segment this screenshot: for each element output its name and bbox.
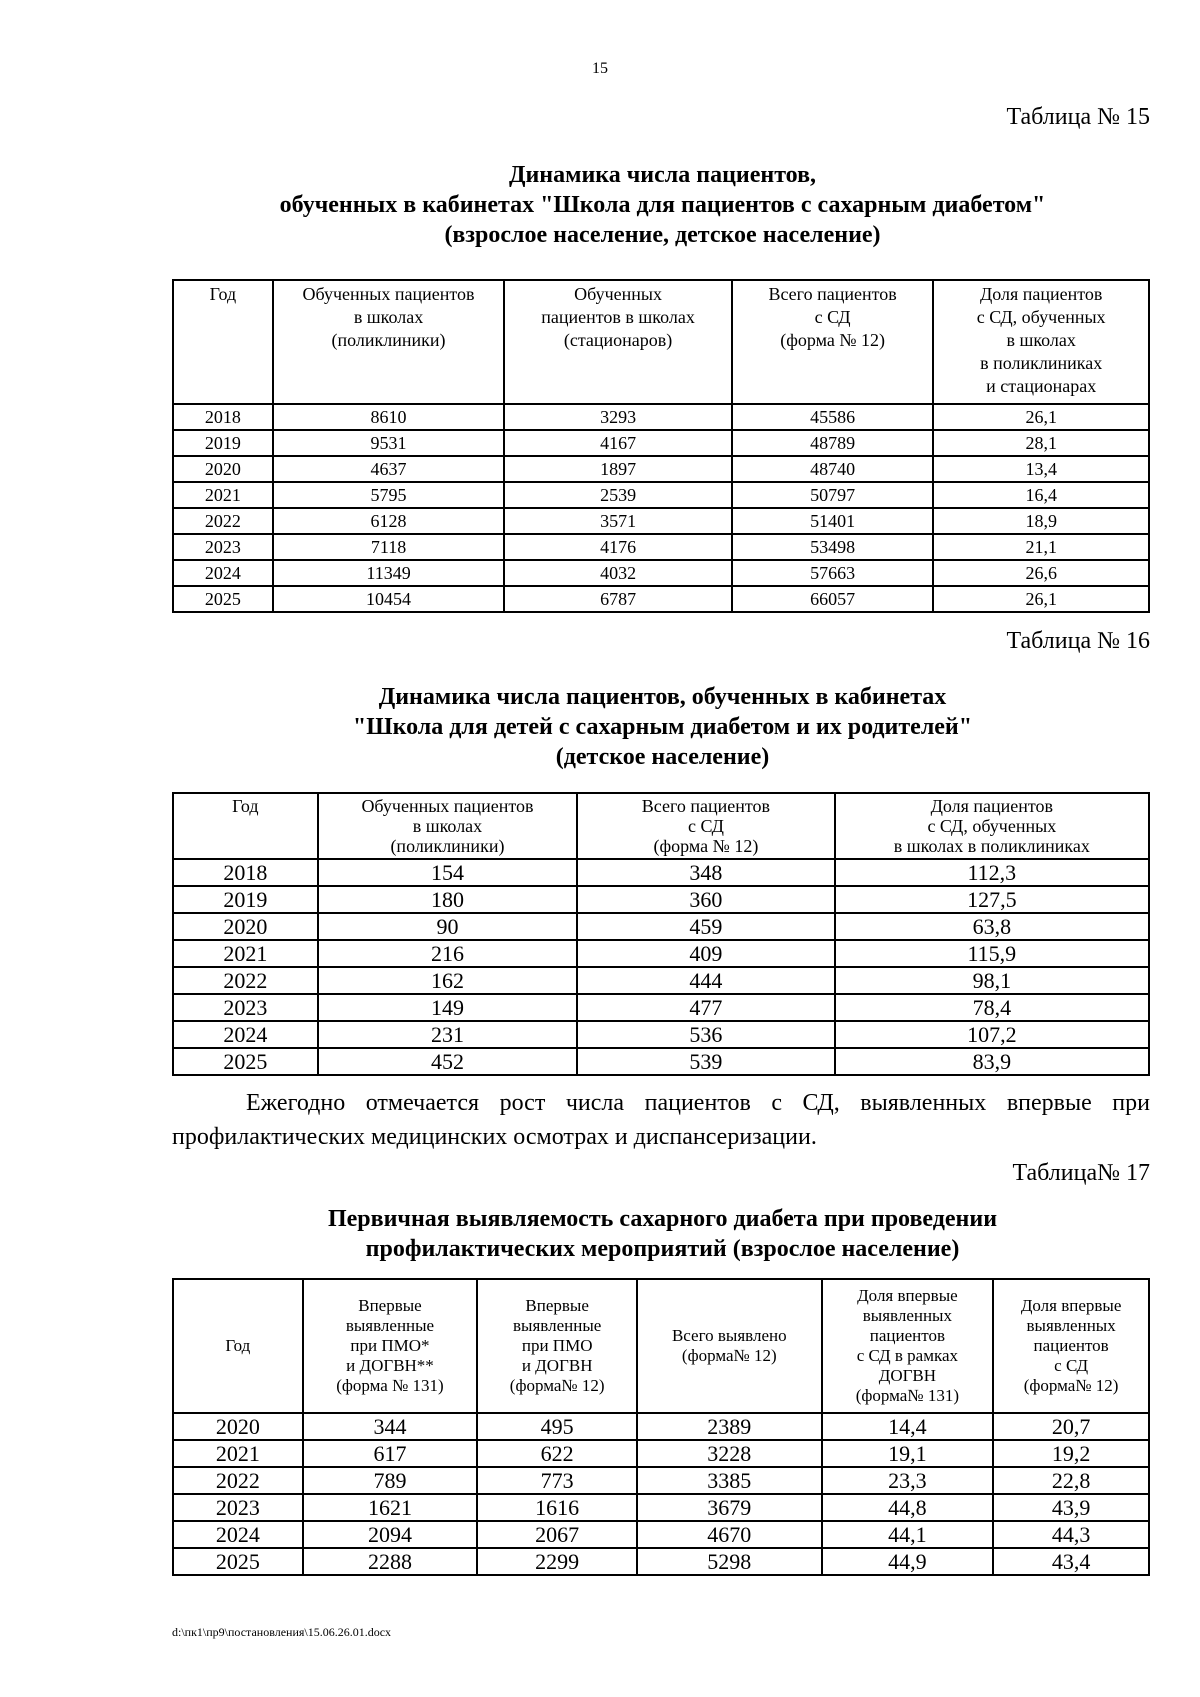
value-cell: 773 [477, 1467, 637, 1494]
year-cell: 2021 [173, 482, 273, 508]
value-cell: 51401 [732, 508, 934, 534]
value-cell: 3385 [637, 1467, 822, 1494]
column-header-line: при ПМО* [350, 1336, 430, 1355]
year-cell: 2019 [173, 430, 273, 456]
value-cell: 495 [477, 1413, 637, 1440]
value-cell: 18,9 [933, 508, 1149, 534]
year-cell: 2023 [173, 1494, 303, 1521]
value-cell: 3679 [637, 1494, 822, 1521]
table-16-label: Таблица № 16 [1006, 628, 1150, 654]
value-cell: 5298 [637, 1548, 822, 1575]
column-header-line: Год [225, 1336, 251, 1355]
value-cell: 2067 [477, 1521, 637, 1548]
value-cell: 409 [577, 940, 834, 967]
body-paragraph [172, 1086, 1150, 1154]
table-15-title-line: (взрослое население, детское население) [444, 222, 881, 248]
value-cell: 789 [303, 1467, 478, 1494]
value-cell: 1616 [477, 1494, 637, 1521]
table-17-title-line: Первичная выявляемость сахарного диабета при проведении [327, 1206, 998, 1232]
column-header-line: (форма№ 12) [509, 1376, 605, 1395]
value-cell: 50797 [732, 482, 934, 508]
column-header [477, 1279, 637, 1413]
column-header-line: Доля впервые [1020, 1296, 1122, 1315]
value-cell: 444 [577, 967, 834, 994]
table-row [173, 1467, 1149, 1494]
value-cell: 459 [577, 913, 834, 940]
table-17-header-row [173, 1279, 1149, 1413]
table-row [173, 967, 1149, 994]
table-16-title-line: Динамика числа пациентов, обученных в кабинетах [378, 684, 947, 710]
table-17-body [173, 1413, 1149, 1575]
value-cell: 149 [318, 994, 578, 1021]
table-row [173, 886, 1149, 913]
column-header-line: Впервые [525, 1296, 589, 1315]
value-cell: 44,3 [993, 1521, 1149, 1548]
table-15-title [170, 160, 1155, 250]
value-cell: 477 [577, 994, 834, 1021]
value-cell: 63,8 [835, 913, 1149, 940]
column-header-line: в школах в поликлиниках [893, 836, 1090, 856]
column-header-line: (поликлиники) [331, 330, 446, 350]
year-cell: 2022 [173, 508, 273, 534]
year-cell: 2022 [173, 1467, 303, 1494]
column-header-line: выявленных [1026, 1316, 1116, 1335]
column-header-line: Обученных [574, 284, 663, 304]
year-cell: 2023 [173, 994, 318, 1021]
value-cell: 622 [477, 1440, 637, 1467]
value-cell: 19,1 [822, 1440, 994, 1467]
table-15 [172, 279, 1150, 613]
column-header-line: выявленные [513, 1316, 602, 1335]
column-header [173, 1279, 303, 1413]
value-cell: 78,4 [835, 994, 1149, 1021]
table-row [173, 404, 1149, 430]
table-row [173, 859, 1149, 886]
year-cell: 2018 [173, 859, 318, 886]
table-15-title-line: Динамика числа пациентов, [508, 162, 817, 188]
table-row [173, 1413, 1149, 1440]
value-cell: 6128 [273, 508, 505, 534]
column-header [822, 1279, 994, 1413]
table-16 [172, 792, 1150, 1076]
table-row [173, 456, 1149, 482]
column-header [318, 793, 578, 859]
value-cell: 180 [318, 886, 578, 913]
year-cell: 2021 [173, 1440, 303, 1467]
value-cell: 4032 [504, 560, 732, 586]
table-row [173, 1494, 1149, 1521]
column-header [637, 1279, 822, 1413]
column-header-line: Год [232, 796, 259, 816]
value-cell: 3571 [504, 508, 732, 534]
column-header-line: (стационаров) [563, 330, 673, 350]
table-15-body [173, 404, 1149, 612]
column-header-line: Всего пациентов [768, 284, 897, 304]
column-header-line: и ДОГВН** [346, 1356, 434, 1375]
column-header-line: пациентов [869, 1326, 945, 1345]
value-cell: 48740 [732, 456, 934, 482]
value-cell: 4176 [504, 534, 732, 560]
table-15-label: Таблица № 15 [1006, 104, 1150, 130]
column-header-line: (форма№ 12) [681, 1346, 777, 1365]
value-cell: 44,1 [822, 1521, 994, 1548]
value-cell: 2389 [637, 1413, 822, 1440]
column-header-line: и стационарах [986, 376, 1097, 396]
value-cell: 344 [303, 1413, 478, 1440]
value-cell: 21,1 [933, 534, 1149, 560]
value-cell: 107,2 [835, 1021, 1149, 1048]
value-cell: 154 [318, 859, 578, 886]
value-cell: 43,4 [993, 1548, 1149, 1575]
value-cell: 45586 [732, 404, 934, 430]
value-cell: 44,8 [822, 1494, 994, 1521]
value-cell: 3228 [637, 1440, 822, 1467]
value-cell: 90 [318, 913, 578, 940]
column-header-line: с СД в рамках [856, 1346, 959, 1365]
column-header-line: с СД [687, 816, 724, 836]
table-row [173, 994, 1149, 1021]
column-header-line: в школах [412, 816, 483, 836]
value-cell: 13,4 [933, 456, 1149, 482]
year-cell: 2025 [173, 1048, 318, 1075]
column-header-line: пациентов [1033, 1336, 1109, 1355]
value-cell: 162 [318, 967, 578, 994]
column-header [835, 793, 1149, 859]
value-cell: 2094 [303, 1521, 478, 1548]
column-header-line: и ДОГВН [521, 1356, 593, 1375]
column-header [173, 280, 273, 404]
column-header-line: в поликлиниках [980, 353, 1103, 373]
year-cell: 2025 [173, 1548, 303, 1575]
value-cell: 360 [577, 886, 834, 913]
column-header-line: Год [209, 284, 237, 304]
table-16-header-row [173, 793, 1149, 859]
column-header-line: Доля пациентов [979, 284, 1103, 304]
value-cell: 231 [318, 1021, 578, 1048]
column-header-line: (форма№ 12) [1023, 1376, 1119, 1395]
value-cell: 48789 [732, 430, 934, 456]
year-cell: 2020 [173, 456, 273, 482]
value-cell: 6787 [504, 586, 732, 612]
table-15-header-row [173, 280, 1149, 404]
value-cell: 9531 [273, 430, 505, 456]
value-cell: 3293 [504, 404, 732, 430]
value-cell: 216 [318, 940, 578, 967]
year-cell: 2022 [173, 967, 318, 994]
column-header [173, 793, 318, 859]
table-16-title-line: "Школа для детей с сахарным диабетом и их родителей" [352, 714, 973, 740]
column-header-line: (поликлиники) [390, 836, 505, 856]
value-cell: 2299 [477, 1548, 637, 1575]
column-header-line: Всего выявлено [671, 1326, 787, 1345]
column-header-line: с СД, обученных [976, 307, 1106, 327]
year-cell: 2021 [173, 940, 318, 967]
column-header-line: пациентов в школах [541, 307, 695, 327]
value-cell: 26,1 [933, 586, 1149, 612]
year-cell: 2024 [173, 1021, 318, 1048]
value-cell: 127,5 [835, 886, 1149, 913]
column-header-line: в школах [353, 307, 424, 327]
column-header-line: с СД, обученных [927, 816, 1057, 836]
column-header-line: выявленные [345, 1316, 435, 1335]
column-header-line: с СД [814, 307, 851, 327]
table-row [173, 1021, 1149, 1048]
table-row [173, 586, 1149, 612]
value-cell: 4670 [637, 1521, 822, 1548]
table-row [173, 1440, 1149, 1467]
value-cell: 98,1 [835, 967, 1149, 994]
value-cell: 115,9 [835, 940, 1149, 967]
column-header-line: Обученных пациентов [361, 796, 534, 816]
table-15-title-line: обученных в кабинетах "Школа для пациентов с сахарным диабетом" [279, 192, 1046, 218]
value-cell: 1621 [303, 1494, 478, 1521]
year-cell: 2018 [173, 404, 273, 430]
value-cell: 26,1 [933, 404, 1149, 430]
value-cell: 19,2 [993, 1440, 1149, 1467]
value-cell: 16,4 [933, 482, 1149, 508]
value-cell: 617 [303, 1440, 478, 1467]
column-header [577, 793, 834, 859]
table-row [173, 560, 1149, 586]
value-cell: 28,1 [933, 430, 1149, 456]
value-cell: 2539 [504, 482, 732, 508]
value-cell: 5795 [273, 482, 505, 508]
column-header-line: Доля впервые [857, 1286, 958, 1305]
year-cell: 2020 [173, 1413, 303, 1440]
value-cell: 10454 [273, 586, 505, 612]
column-header [933, 280, 1149, 404]
value-cell: 26,6 [933, 560, 1149, 586]
column-header-line: (форма № 12) [653, 836, 759, 856]
page-number: 15 [592, 60, 608, 77]
table-16-title [170, 682, 1155, 772]
table-16-title-line: (детское население) [555, 744, 770, 770]
column-header-line: (форма № 131) [336, 1376, 444, 1395]
value-cell: 83,9 [835, 1048, 1149, 1075]
table-row [173, 1048, 1149, 1075]
value-cell: 2288 [303, 1548, 478, 1575]
column-header-line: в школах [1006, 330, 1076, 350]
value-cell: 44,9 [822, 1548, 994, 1575]
year-cell: 2019 [173, 886, 318, 913]
value-cell: 4637 [273, 456, 505, 482]
table-16-body [173, 859, 1149, 1075]
column-header [504, 280, 732, 404]
value-cell: 1897 [504, 456, 732, 482]
column-header-line: при ПМО [521, 1336, 593, 1355]
value-cell: 8610 [273, 404, 505, 430]
column-header-line: (форма№ 131) [855, 1386, 959, 1405]
paragraph-text: Ежегодно отмечается рост числа пациентов с СД, выявленных впервые при профилактических медицинских осмотрах и диспансеризации. [172, 1090, 1150, 1150]
table-17-label: Таблица№ 17 [1012, 1160, 1150, 1186]
table-row [173, 534, 1149, 560]
column-header [303, 1279, 478, 1413]
value-cell: 22,8 [993, 1467, 1149, 1494]
column-header-line: Обученных пациентов [302, 284, 475, 304]
table-row [173, 913, 1149, 940]
column-header-line: Доля пациентов [930, 796, 1054, 816]
footer-file-path: d:\пк1\пр9\постановления\15.06.26.01.docx [172, 1625, 392, 1639]
column-header [732, 280, 934, 404]
value-cell: 539 [577, 1048, 834, 1075]
table-row [173, 430, 1149, 456]
table-row [173, 1548, 1149, 1575]
column-header-line: (форма № 12) [780, 330, 886, 350]
value-cell: 20,7 [993, 1413, 1149, 1440]
value-cell: 14,4 [822, 1413, 994, 1440]
value-cell: 4167 [504, 430, 732, 456]
column-header [273, 280, 505, 404]
year-cell: 2024 [173, 560, 273, 586]
table-row [173, 940, 1149, 967]
year-cell: 2023 [173, 534, 273, 560]
column-header [993, 1279, 1149, 1413]
table-17-title-line: профилактических мероприятий (взрослое население) [365, 1236, 960, 1262]
value-cell: 11349 [273, 560, 505, 586]
column-header-line: выявленных [862, 1306, 952, 1325]
table-17-title [170, 1204, 1155, 1264]
value-cell: 348 [577, 859, 834, 886]
value-cell: 112,3 [835, 859, 1149, 886]
column-header-line: Впервые [358, 1296, 422, 1315]
table-row [173, 482, 1149, 508]
value-cell: 43,9 [993, 1494, 1149, 1521]
value-cell: 23,3 [822, 1467, 994, 1494]
column-header-line: с СД [1054, 1356, 1089, 1375]
table-17 [172, 1278, 1150, 1576]
column-header-line: ДОГВН [878, 1366, 937, 1385]
value-cell: 53498 [732, 534, 934, 560]
table-row [173, 508, 1149, 534]
table-row [173, 1521, 1149, 1548]
value-cell: 57663 [732, 560, 934, 586]
value-cell: 7118 [273, 534, 505, 560]
year-cell: 2024 [173, 1521, 303, 1548]
value-cell: 536 [577, 1021, 834, 1048]
year-cell: 2020 [173, 913, 318, 940]
value-cell: 66057 [732, 586, 934, 612]
column-header-line: Всего пациентов [641, 796, 771, 816]
value-cell: 452 [318, 1048, 578, 1075]
year-cell: 2025 [173, 586, 273, 612]
